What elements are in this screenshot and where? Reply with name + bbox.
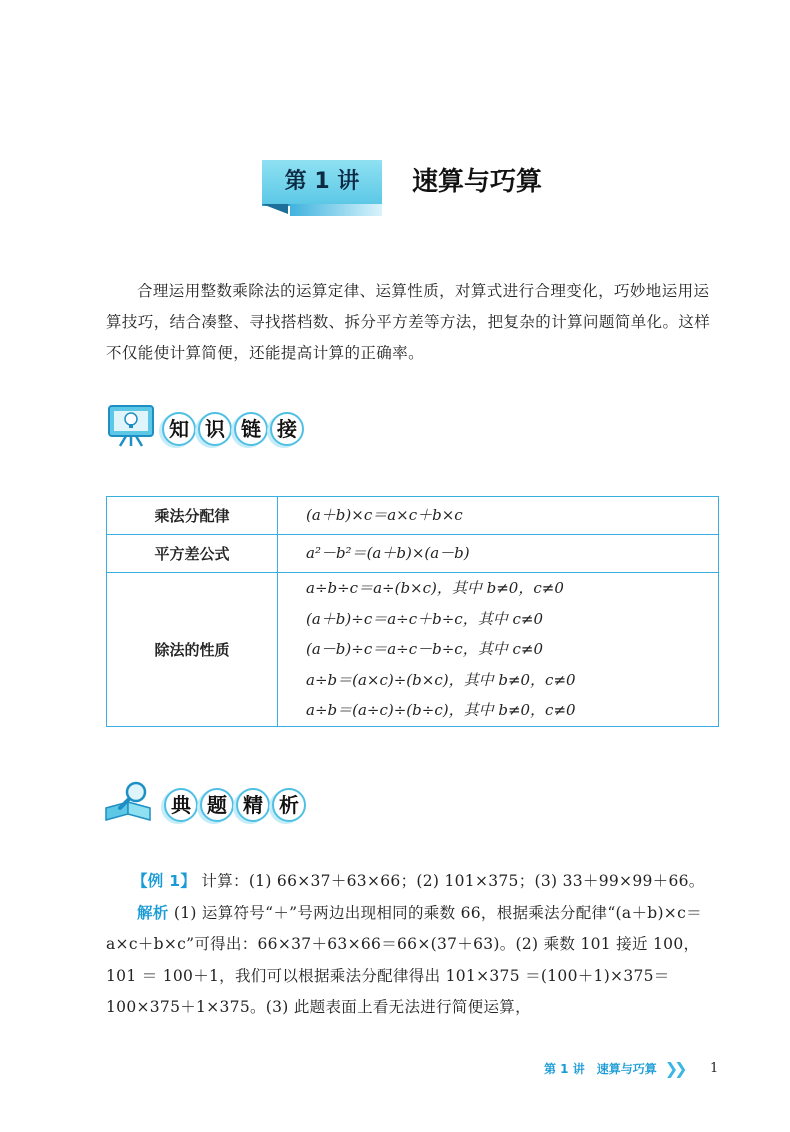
analysis-tag: 解析: [137, 903, 169, 922]
row-label: 乘法分配律: [107, 497, 278, 535]
footer-lesson-title: 速算与巧算: [596, 1062, 657, 1076]
formula: a²－b²＝(a＋b)×(a－b): [306, 544, 470, 563]
examples-heading: [164, 788, 306, 822]
heading-char: 精: [236, 788, 270, 822]
table-row: [107, 535, 719, 573]
example-question-line: [106, 866, 720, 898]
heading-char: 典: [164, 788, 198, 822]
formula: (a＋b)×c＝a×c＋b×c: [306, 506, 463, 525]
page-number: 1: [710, 1061, 719, 1076]
heading-char: 链: [234, 412, 268, 446]
table-row: [107, 497, 719, 535]
footer-lesson-number: 第 1 讲: [544, 1062, 585, 1076]
page-footer: [544, 1058, 684, 1080]
heading-char: 析: [272, 788, 306, 822]
banner-fold: [262, 204, 288, 214]
formula-cell: [278, 535, 719, 573]
monitor-lightbulb-icon: [106, 404, 158, 452]
heading-char: 题: [200, 788, 234, 822]
banner-tail: [290, 204, 382, 216]
analysis-text: (1) 运算符号“＋”号两边出现相同的乘数 66，根据乘法分配律“(a＋b)×c＝a×c＋b×c”可得出：66×37＋63×66＝66×(37＋63)。(2) 乘数 101 接近 100，101 ＝ 100＋1，我们可以根据乘法分配律得出 101×375 ＝(100＋1)×375＝100×375＋1×375。(3) 此题表面上看无法进行简便运算，: [106, 903, 702, 1016]
knowledge-heading: [162, 412, 304, 446]
lesson-number: 第 1 讲: [284, 169, 360, 194]
formula-cell: [278, 497, 719, 535]
lesson-title: 速算与巧算: [412, 167, 543, 197]
row-label: 除法的性质: [107, 573, 278, 727]
formula: a÷b＝(a×c)÷(b×c)，其中 b≠0，c≠0: [306, 670, 576, 689]
formula-cell: [278, 573, 719, 727]
formula: a÷b÷c＝a÷(b×c)，其中 b≠0，c≠0: [306, 579, 564, 597]
row-label: 平方差公式: [107, 535, 278, 573]
intro-paragraph: 合理运用整数乘除法的运算定律、运算性质，对算式进行合理变化，巧妙地运用运算技巧，结合凑整、寻找搭档数、拆分平方差等方法，把复杂的计算问题简单化。这样不仅能使计算简便，还能提高计算的正确率。: [106, 282, 711, 362]
double-chevron-icon: ❯❯: [664, 1059, 684, 1078]
knowledge-table: [106, 496, 719, 727]
heading-char: 识: [198, 412, 232, 446]
book-magnifier-icon: [104, 780, 156, 828]
formula: (a－b)÷c＝a÷c－b÷c，其中 c≠0: [306, 640, 543, 658]
example-tag: 【例 1】: [132, 872, 197, 890]
example-question: 计算：(1) 66×37＋63×66；(2) 101×375；(3) 33＋99×99＋66。: [201, 872, 705, 890]
formula: (a＋b)÷c＝a÷c＋b÷c，其中 c≠0: [306, 609, 543, 628]
example-1: [106, 866, 720, 1024]
table-row: [107, 573, 719, 727]
heading-char: 接: [270, 412, 304, 446]
heading-char: 知: [162, 412, 196, 446]
analysis-block: [106, 898, 720, 1024]
formula: a÷b＝(a÷c)÷(b÷c)，其中 b≠0，c≠0: [306, 701, 576, 719]
